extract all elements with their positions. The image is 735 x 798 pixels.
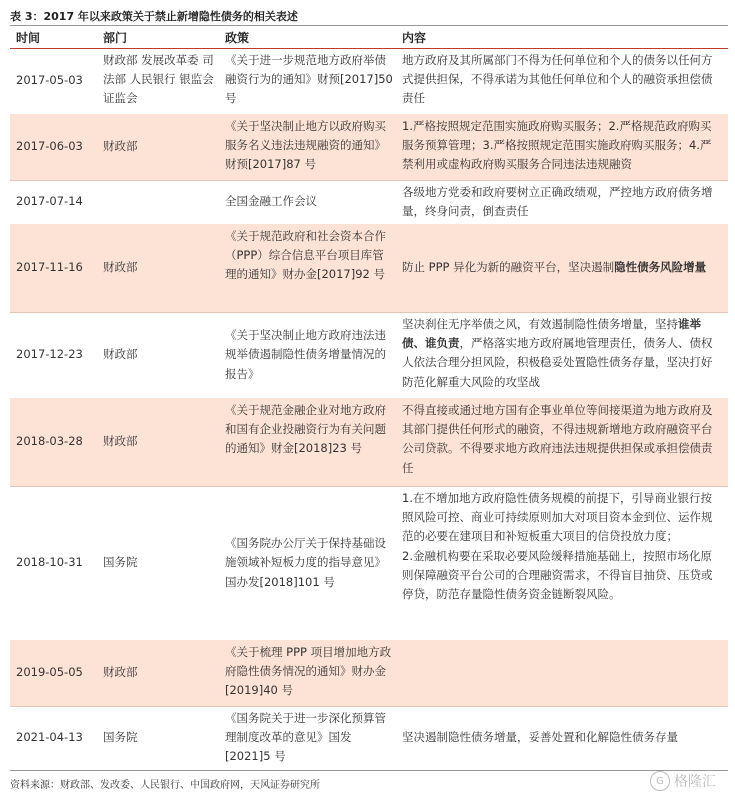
table-row: [10, 486, 728, 641]
row-date: 2017-05-03: [16, 73, 83, 88]
row-date: 2017-07-14: [16, 194, 83, 209]
row-content: [402, 489, 720, 604]
row-policy: 《关于规范金融企业对地方政府和国有企业投融资行为有关问题的通知》财金[2018]23 号: [225, 403, 386, 456]
row-content: 1.严格按照规定范围实施政府购买服务；2.严格规范政府购买服务预算管理；3.严格按照规定范围实施政府购买服务；4.严禁利用或虚构政府购买服务合同违法违规融资: [402, 119, 712, 172]
row-dept: 财政部 发展改革委 司法部 人民银行 银监会 证监会: [103, 53, 214, 106]
row-date: 2017-06-03: [16, 139, 83, 154]
row-dept: 财政部: [103, 434, 138, 449]
content-item: 1.在不增加地方政府隐性债务规模的前提下，引导商业银行按照风险可控、商业可持续原则加大对项目资本金到位、运作规范的必要在建项目和补短板重大项目的信贷投放力度；: [402, 491, 713, 544]
row-date: 2021-04-13: [16, 730, 83, 745]
table-row: [10, 224, 728, 313]
content-text: 坚决刹住无序举债之风，有效遏制隐性债务增量，坚持: [402, 317, 678, 331]
row-content: [402, 224, 720, 312]
row-content: 地方政府及其所属部门不得为任何单位和个人的债务以任何方式提供担保，不得承诺为其他任何单位和个人的融资承担偿债责任: [402, 53, 713, 106]
row-policy: 《关于进一步规范地方政府举债融资行为的通知》财预[2017]50 号: [225, 53, 393, 106]
row-policy: 《国务院办公厅关于保持基础设施领域补短板力度的指导意见》国办发[2018]101 号: [225, 536, 386, 589]
table-row: [10, 180, 728, 225]
table-row: [10, 114, 728, 181]
content-item: 2.金融机构要在采取必要风险缓释措施基础上，按照市场化原则保障融资平台公司的合理融资需求，不得盲目抽贷、压贷或停贷，防范存量隐性债务资金链断裂风险。: [402, 548, 713, 602]
row-date: 2017-11-16: [16, 260, 83, 275]
header-date: 时间: [16, 31, 41, 45]
row-date: 2019-05-05: [16, 665, 83, 680]
row-dept: 财政部: [103, 665, 138, 680]
row-policy: 《关于梳理 PPP 项目增加地方政府隐性债务情况的通知》财办金[2019]40 号: [225, 645, 392, 698]
row-content: [402, 315, 720, 392]
row-policy: 《关于坚决制止地方以政府购买服务名义违法违规融资的通知》财预[2017]87 号: [225, 119, 386, 172]
header-content: 内容: [402, 31, 427, 45]
watermark-text: 格隆汇: [674, 774, 716, 790]
row-content: 不得直接或通过地方国有企事业单位等间接渠道为地方政府及其部门提供任何形式的融资，不得违规新增地方政府融资平台公司贷款。不得要求地方政府违法违规提供担保或承担偿债责任: [402, 403, 713, 475]
row-content: 坚决遏制隐性债务增量，妥善处置和化解隐性债务存量: [402, 730, 678, 745]
row-date: 2018-03-28: [16, 434, 83, 449]
row-date: 2018-10-31: [16, 555, 83, 570]
row-dept: 国务院: [103, 555, 138, 570]
row-dept: [103, 180, 218, 224]
row-date: 2017-12-23: [16, 347, 83, 362]
table-row: [10, 706, 728, 771]
table-row: [10, 312, 728, 399]
row-dept: 财政部: [103, 260, 138, 275]
header-dept: 部门: [103, 31, 128, 45]
table-row: [10, 48, 728, 115]
row-dept: 国务院: [103, 730, 138, 745]
header-policy: 政策: [225, 31, 250, 45]
content-emphasis: 隐性债务风险增量: [614, 260, 707, 275]
table-row: [10, 398, 728, 487]
table-title: 表 3：2017 年以来政策关于禁止新增隐性债务的相关表述: [10, 10, 298, 23]
row-policy: 全国金融工作会议: [225, 194, 317, 209]
content-emphasis: 谁举债、谁负责: [402, 317, 701, 351]
row-dept: 财政部: [103, 347, 138, 362]
table-header: [10, 25, 728, 49]
content-text: 防止 PPP 异化为新的融资平台，坚决遏制: [402, 260, 615, 275]
watermark: [650, 771, 716, 791]
watermark-logo-icon: G: [650, 771, 670, 791]
row-policy: 《关于规范政府和社会资本合作（PPP）综合信息平台项目库管理的通知》财办金[2017]92 号: [225, 229, 386, 282]
row-content: 各级地方党委和政府要树立正确政绩观，严控地方政府债务增量，终身问责，倒查责任: [402, 185, 713, 219]
row-content: [402, 640, 720, 706]
content-text: ，严格落实地方政府属地管理责任，债务人、债权人依法合理分担风险，积极稳妥处置隐性债务存量，坚决打好防范化解重大风险的攻坚战: [402, 336, 713, 389]
table-row: [10, 640, 728, 707]
row-dept: 财政部: [103, 139, 138, 154]
row-policy: 《国务院关于进一步深化预算管理制度改革的意见》国发[2021]5 号: [225, 711, 386, 764]
row-policy: 《关于坚决制止地方政府违法违规举债遏制隐性债务增量情况的报告》: [225, 328, 386, 381]
source-note: 资料来源：财政部、发改委、人民银行、中国政府网，天风证券研究所: [10, 780, 320, 791]
